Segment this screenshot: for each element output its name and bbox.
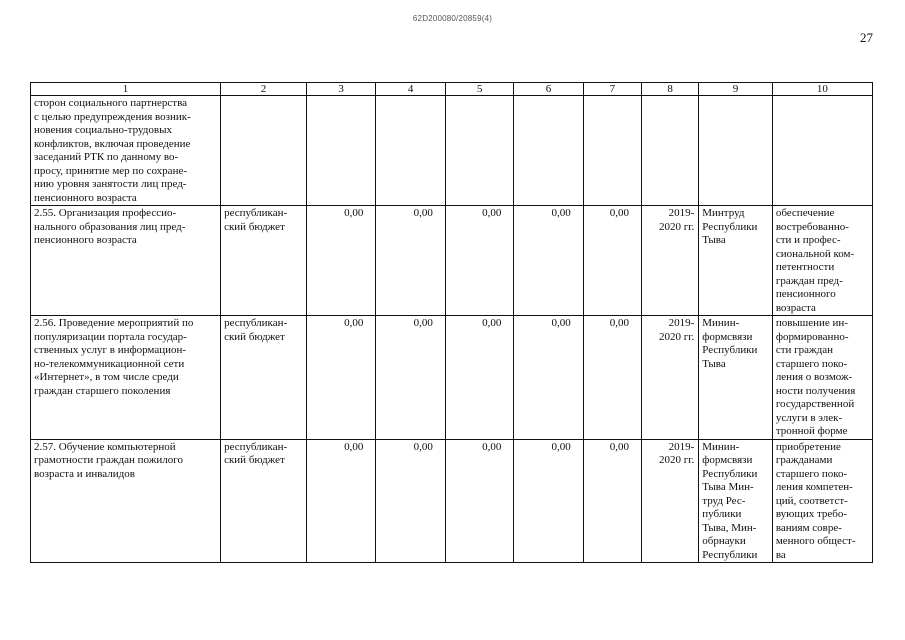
funding-source-cell: республикан- ский бюджет xyxy=(221,206,307,316)
column-number: 3 xyxy=(306,83,375,96)
result-cell: повышение ин- формированно- сти граждан старшего поко- ления о возмож- ности получения государственной услуги в элек- тронной форме xyxy=(772,316,872,440)
executor-cell: Минин- формсвязи Республики Тыва Мин- труд Рес- публики Тыва, Мин- обрнауки Республики xyxy=(699,439,773,563)
executor-cell: Минтруд Республики Тыва xyxy=(699,206,773,316)
years-cell: 2019- 2020 гг. xyxy=(642,206,699,316)
years-cell: 2019- 2020 гг. xyxy=(642,439,699,563)
column-number: 9 xyxy=(699,83,773,96)
table-row xyxy=(31,206,873,316)
value-cell: 0,00 xyxy=(445,439,513,563)
table-row xyxy=(31,439,873,563)
table-row xyxy=(31,316,873,440)
value-cell: 0,00 xyxy=(376,206,445,316)
column-number: 10 xyxy=(772,83,872,96)
column-number: 5 xyxy=(445,83,513,96)
funding-source-cell: республикан- ский бюджет xyxy=(221,439,307,563)
value-cell: 0,00 xyxy=(306,316,375,440)
table-row-continuation xyxy=(31,96,873,206)
value-cell: 0,00 xyxy=(445,206,513,316)
column-number: 8 xyxy=(642,83,699,96)
column-number: 6 xyxy=(514,83,583,96)
column-number: 7 xyxy=(583,83,641,96)
continuation-text: сторон социального партнерства с целью предупреждения возник- новения социально-трудовых конфликтов, включая проведение заседаний РТК по данному во- просу, принятие мер по сохране- нию уровня занятости лиц пред- пенсионного возраста xyxy=(31,96,221,206)
value-cell: 0,00 xyxy=(583,316,641,440)
activity-cell: 2.56. Проведение мероприятий по популяризации портала государ- ственных услуг в информацион- но-телекоммуникационной сети «Интернет», в том числе среди граждан старшего поколения xyxy=(31,316,221,440)
value-cell: 0,00 xyxy=(583,206,641,316)
funding-source-cell: республикан- ский бюджет xyxy=(221,316,307,440)
result-cell: приобретение гражданами старшего поко- ления компетен- ций, соответст- вующих требо- ваниям совре- менного общест- ва xyxy=(772,439,872,563)
value-cell: 0,00 xyxy=(306,206,375,316)
executor-cell: Минин- формсвязи Республики Тыва xyxy=(699,316,773,440)
page-number: 27 xyxy=(860,30,873,45)
value-cell: 0,00 xyxy=(306,439,375,563)
column-number-row xyxy=(31,83,873,96)
value-cell: 0,00 xyxy=(514,439,583,563)
document-code: 62D200080/20859(4) xyxy=(412,14,493,23)
column-number: 4 xyxy=(376,83,445,96)
value-cell: 0,00 xyxy=(445,316,513,440)
value-cell: 0,00 xyxy=(583,439,641,563)
value-cell: 0,00 xyxy=(376,439,445,563)
value-cell: 0,00 xyxy=(514,206,583,316)
column-number: 2 xyxy=(221,83,307,96)
column-number: 1 xyxy=(31,83,221,96)
activity-cell: 2.55. Организация профессио- нального образования лиц пред- пенсионного возраста xyxy=(31,206,221,316)
program-table xyxy=(30,82,873,563)
years-cell: 2019- 2020 гг. xyxy=(642,316,699,440)
activity-cell: 2.57. Обучение компьютерной грамотности граждан пожилого возраста и инвалидов xyxy=(31,439,221,563)
value-cell: 0,00 xyxy=(376,316,445,440)
value-cell: 0,00 xyxy=(514,316,583,440)
result-cell: обеспечение востребованно- сти и профес- сиональной ком- петентности граждан пред- пенсионного возраста xyxy=(772,206,872,316)
